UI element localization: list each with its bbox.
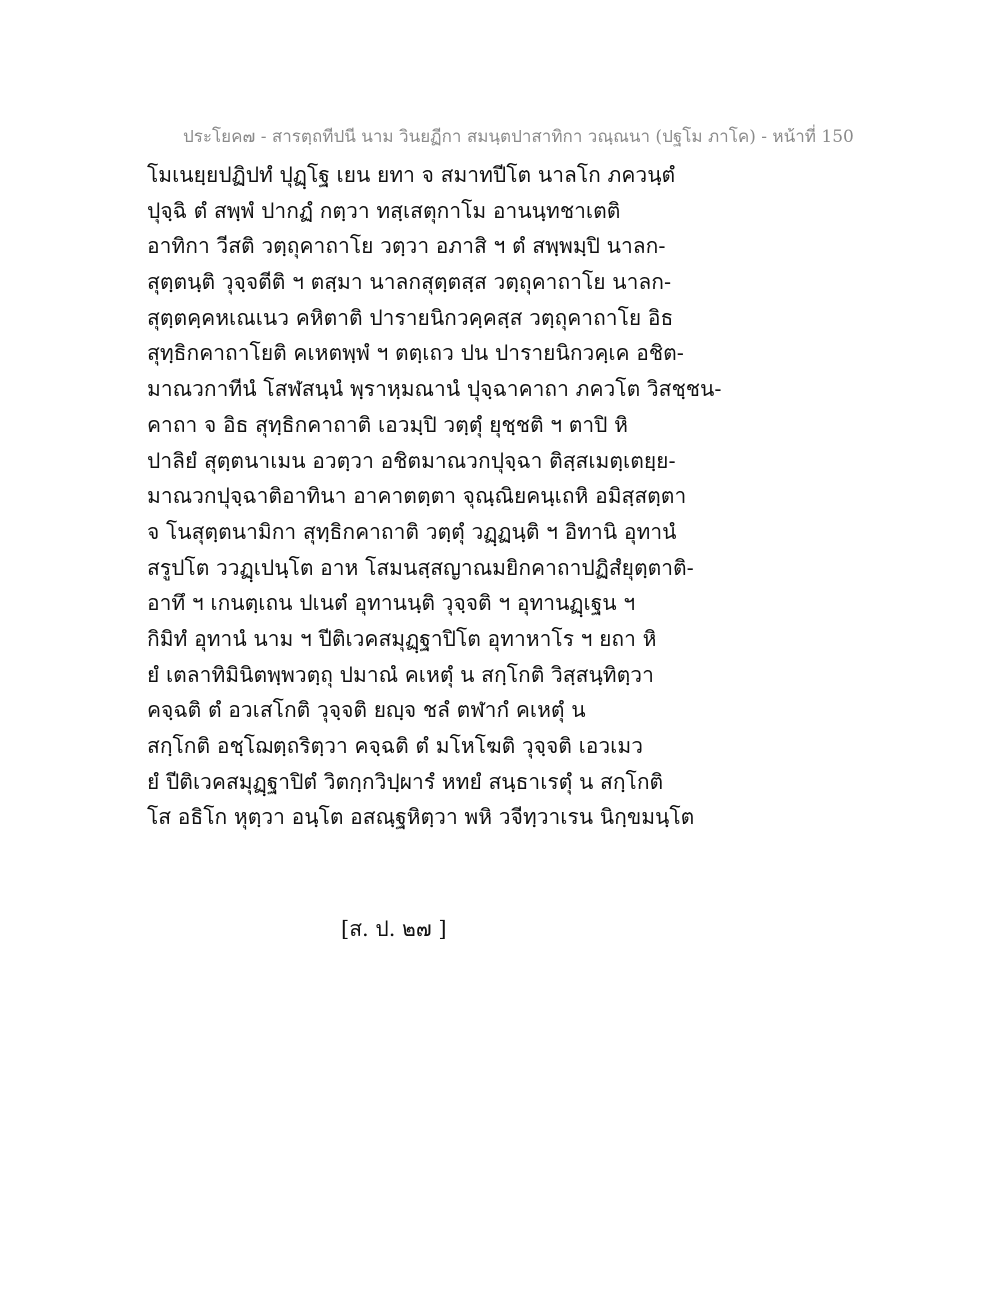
text-line: สุทฺธิกคาถาโยติ คเหตพฺพํ ฯ ตตฺเถว ปน ปารายนิกวคฺเค อชิต- [147, 341, 684, 366]
text-line: โมเนยฺยปฏิปทํ ปุฏฺโฐ เยน ยทา จ สมาทปีโต นาลโก ภควนฺตํ [147, 163, 676, 187]
text-line: อาทึ ฯ เกนตฺเถน ปเนตํ อุทานนฺติ วุจฺจติ ฯ อุทานฏฺเฐน ฯ [147, 591, 636, 616]
body-text [147, 158, 847, 836]
text-line: จ โนสุตฺตนามิกา สุทฺธิกคาถาติ วตฺตุํ วฏฺฏนฺติ ฯ อิทานิ อุทานํ [147, 519, 677, 544]
text-line: สรูปโต ววฏฺเปนฺโต อาห โสมนสฺสญาณมยิกคาถาปฏิสํยุตฺตาติ- [147, 555, 694, 580]
text-line: สุตฺตคฺคหเณเนว คหิตาติ ปารายนิกวคฺคสฺส วตฺถุคาถาโย อิธ [147, 305, 674, 330]
text-line: มาณวกปุจฺฉาติอาทินา อาคาตตฺตา จุณฺณิยคนฺเถหิ อมิสฺสตฺตา [147, 484, 687, 509]
text-line: ยํ ปีติเวคสมุฏฺฐาปิตํ วิตกฺกวิปฺผารํ หทยํ สนฺธาเรตุํ น สกฺโกติ [147, 769, 664, 794]
text-line: ปาลิยํ สุตฺตนาเมน อวตฺวา อชิตมาณวกปุจฺฉา ติสฺสเมตฺเตยฺย- [147, 448, 676, 473]
text-line: คาถา จ อิธ สุทฺธิกคาถาติ เอวมฺปิ วตฺตุํ ยุชฺชติ ฯ ตาปิ หิ [147, 412, 629, 437]
running-header: ประโยค๗ - สารตฺถทีปนี นาม วินยฏีกา สมนฺตปาสาทิกา วณฺณนา (ปฐโม ภาโค) - หน้าที่ 150 [183, 127, 854, 147]
text-line: สกฺโกติ อชฺโฌตฺถริตฺวา คจฺฉติ ตํ มโหโฆติ วุจฺจติ เอวเมว [147, 734, 643, 758]
text-line: โส อธิโก หุตฺวา อนฺโต อสณฺฐหิตฺวา พหิ วจีทฺวาเรน นิกฺขมนฺโต [147, 805, 695, 830]
text-line: อาทิกา วีสติ วตฺถุคาถาโย วตฺวา อภาสิ ฯ ตํ สพฺพมฺปิ นาลก- [147, 234, 666, 259]
text-line: คจฺฉติ ตํ อวเสโกติ วุจฺจติ ยญฺจ ชลํ ตฬากํ คเหตุํ น [147, 698, 586, 723]
text-line: ยํ เตลาทิมินิตพฺพวตฺถุ ปมาณํ คเหตุํ น สกฺโกติ วิสฺสนฺทิตฺวา [147, 662, 654, 687]
text-line: สุตฺตนฺติ วุจฺจตีติ ฯ ตสฺมา นาลกสุตฺตสฺส วตฺถุคาถาโย นาลก- [147, 270, 672, 295]
text-line: มาณวกาทีนํ โสฬสนฺนํ พฺราหฺมณานํ ปุจฺฉาคาถา ภควโต วิสชฺชน- [147, 377, 722, 402]
page-reference: [ส. ป. ๒๗ ] [341, 917, 447, 941]
text-line: ปุจฺฉิ ตํ สพฺพํ ปากฏํ กตฺวา ทสฺเสตุกาโม อานนฺทชาเตติ [147, 198, 621, 223]
text-line: กิมิทํ อุทานํ นาม ฯ ปีติเวคสมุฏฺฐาปิโต อุทาหาโร ฯ ยถา หิ [147, 626, 657, 651]
